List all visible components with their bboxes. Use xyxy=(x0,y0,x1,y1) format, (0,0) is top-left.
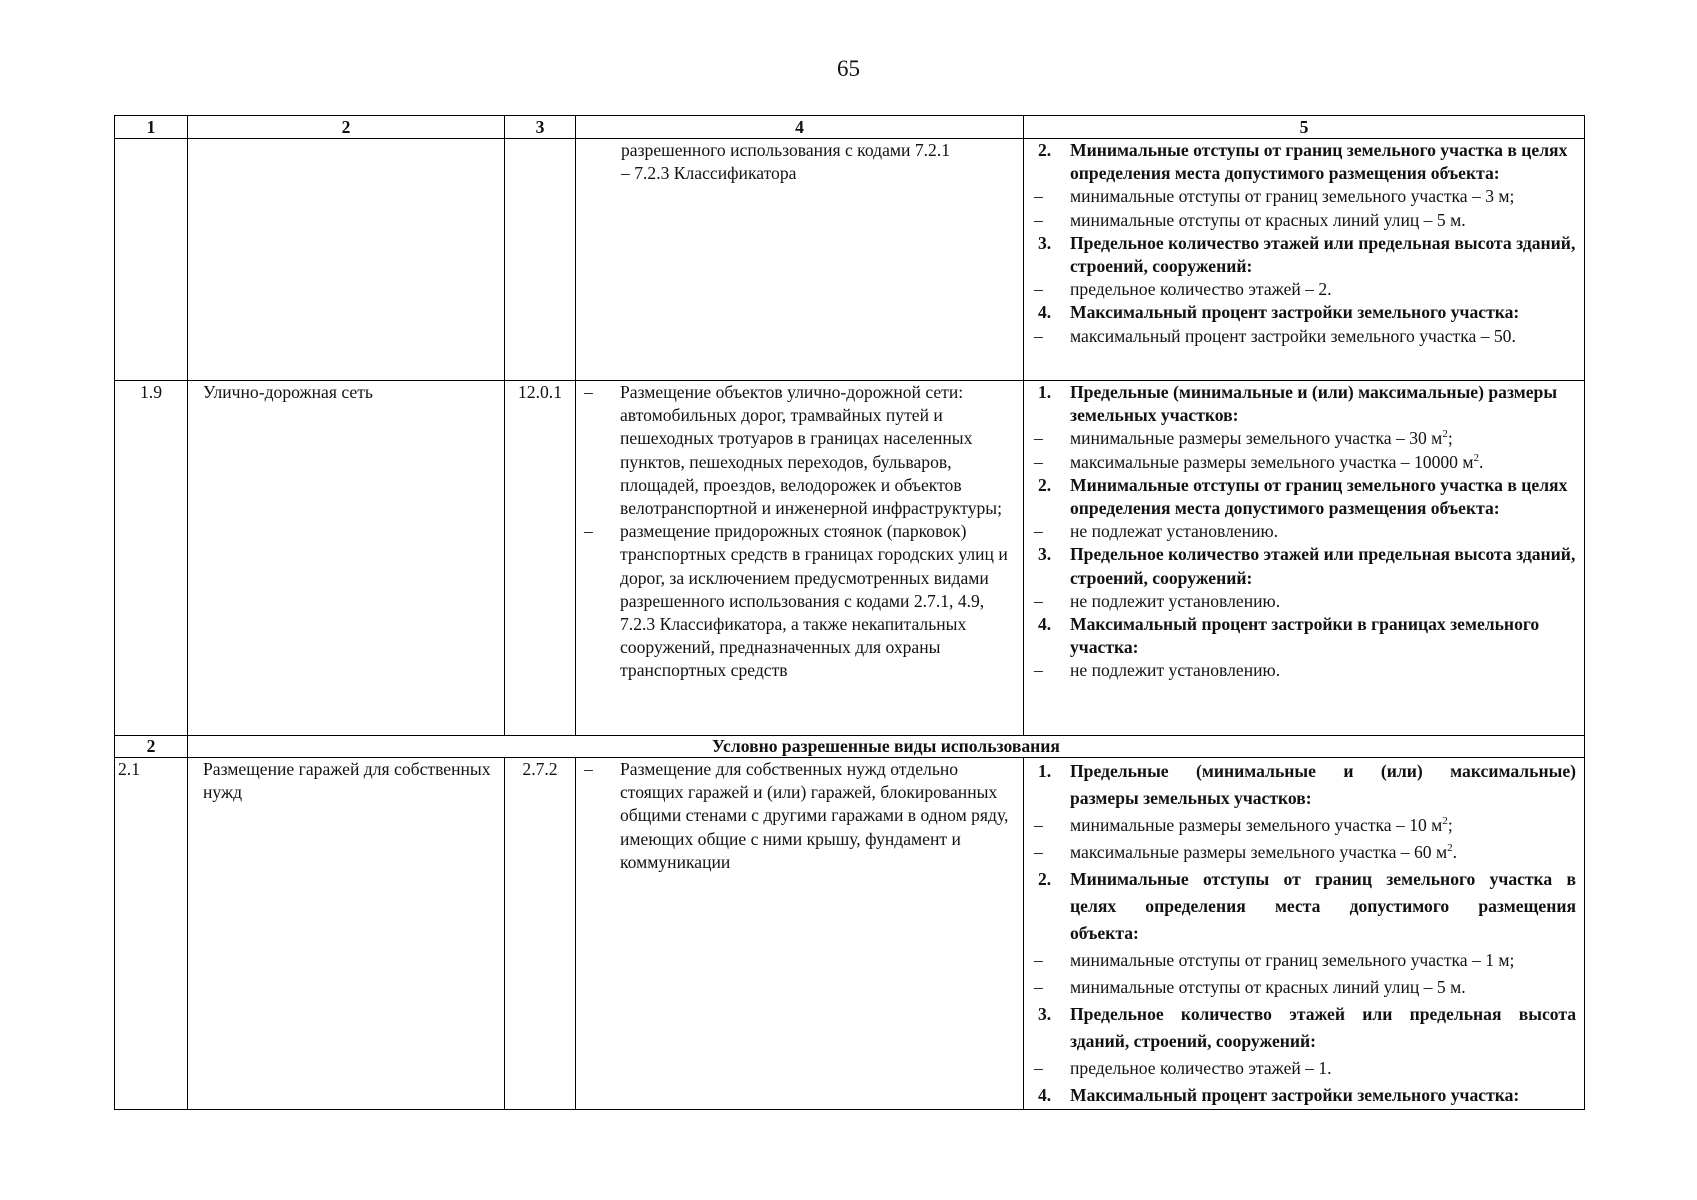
column-header: 4 xyxy=(576,116,1024,139)
param-value: – не подлежит установлению. xyxy=(1034,660,1281,681)
param-heading: 3. Предельное количество этажей или предельная высота зданий, строений, сооружений: xyxy=(1038,1004,1576,1051)
cell-num: 2.1 xyxy=(115,758,188,1110)
cell-parameters xyxy=(1024,758,1585,1110)
param-value: – минимальные размеры земельного участка – 10 $м^2$; xyxy=(1034,815,1453,835)
param-value: – предельное количество этажей – 2. xyxy=(1034,279,1332,300)
cell-parameters xyxy=(1024,381,1585,736)
param-value: – максимальный процент застройки земельного участка – 50. xyxy=(1034,325,1516,346)
cell-name: Размещение гаражей для собственных нужд xyxy=(188,758,505,1110)
table-row xyxy=(115,139,1585,381)
param-value: – минимальные отступы от красных линий улиц – 5 м. xyxy=(1034,209,1466,230)
column-header: 1 xyxy=(115,116,188,139)
cell-code: 2.7.2 xyxy=(505,758,576,1110)
description-line: разрешенного использования с кодами 7.2.1 xyxy=(621,140,951,160)
cell-num xyxy=(115,139,188,381)
table-row xyxy=(115,758,1585,1110)
param-heading: 4. Максимальный процент застройки земельного участка: xyxy=(1038,1085,1520,1105)
cell-description xyxy=(576,139,1024,381)
cell-description xyxy=(576,758,1024,1110)
page-number: 65 xyxy=(837,56,860,81)
param-value: – минимальные отступы от границ земельного участка – 1 м; xyxy=(1034,950,1515,970)
param-heading: 3. Предельное количество этажей или предельная высота зданий, строений, сооружений: xyxy=(1038,544,1576,588)
param-value: – минимальные отступы от красных линий улиц – 5 м. xyxy=(1034,977,1466,997)
param-heading: 1. Предельные (минимальные и (или) максимальные) размеры земельных участков: xyxy=(1038,761,1576,808)
regulations-table xyxy=(114,115,1585,1110)
description-line: – 7.2.3 Классификатора xyxy=(621,163,797,184)
cell-name: Улично-дорожная сеть xyxy=(188,381,505,736)
column-header: 2 xyxy=(188,116,505,139)
param-heading: 3. Предельное количество этажей или предельная высота зданий, строений, сооружений: xyxy=(1038,232,1576,277)
table-row xyxy=(115,381,1585,736)
column-header: 5 xyxy=(1024,116,1585,139)
section-num: 2 xyxy=(115,736,188,758)
param-heading: 4. Максимальный процент застройки в границах земельного участка: xyxy=(1038,614,1540,658)
description-item: – Размещение объектов улично-дорожной сети: автомобильных дорог, трамвайных путей и пешеходных тротуаров в границах населенных пунктов, пешеходных переходов, бульваров, площадей, проездов, велодорожек и объектов велотранспортной и инженерной инфраструктуры; xyxy=(584,382,1002,519)
param-heading: 2. Минимальные отступы от границ земельного участка в целях определения места допустимого размещения объекта: xyxy=(1038,140,1568,184)
param-heading: 2. Минимальные отступы от границ земельного участка в целях определения места допустимого размещения объекта: xyxy=(1038,869,1576,943)
section-header-row xyxy=(115,736,1585,758)
section-title: Условно разрешенные виды использования xyxy=(188,736,1585,758)
param-value: – максимальные размеры земельного участка – 60 $м^2$. xyxy=(1034,842,1458,862)
cell-name xyxy=(188,139,505,381)
cell-code xyxy=(505,139,576,381)
description-item: – размещение придорожных стоянок (парковок) транспортных средств в границах городских улиц и дорог, за исключением предусмотренных видами разрешенного использования с кодами 2.7.1, 4.9, 7.2.3 Классификатора, а также некапитальных сооружений, предназначенных для охраны транспортных средств xyxy=(584,521,1008,681)
description-item: – Размещение для собственных нужд отдельно стоящих гаражей и (или) гаражей, блокированных общими стенами с другими гаражами в одном ряду, имеющих общие с ними крышу, фундамент и коммуникации xyxy=(584,759,1009,872)
cell-parameters xyxy=(1024,139,1585,381)
column-header: 3 xyxy=(505,116,576,139)
param-heading: 2. Минимальные отступы от границ земельного участка в целях определения места допустимого размещения объекта: xyxy=(1038,474,1568,519)
cell-code: 12.0.1 xyxy=(505,381,576,736)
param-value: – максимальные размеры земельного участка – 10000 $м^2$. xyxy=(1034,451,1484,472)
param-value: – минимальные размеры земельного участка – 30 $м^2$; xyxy=(1034,428,1453,449)
param-heading: 4. Максимальный процент застройки земельного участка: xyxy=(1038,302,1520,323)
param-value: – не подлежат установлению. xyxy=(1034,521,1279,542)
param-value: – минимальные отступы от границ земельного участка – 3 м; xyxy=(1034,186,1515,207)
param-heading: 1. Предельные (минимальные и (или) максимальные) размеры земельных участков: xyxy=(1038,382,1558,426)
param-value: – не подлежит установлению. xyxy=(1034,590,1281,611)
cell-num: 1.9 xyxy=(115,381,188,736)
table-header-row xyxy=(115,116,1585,139)
cell-description xyxy=(576,381,1024,736)
param-value: – предельное количество этажей – 1. xyxy=(1034,1058,1332,1078)
